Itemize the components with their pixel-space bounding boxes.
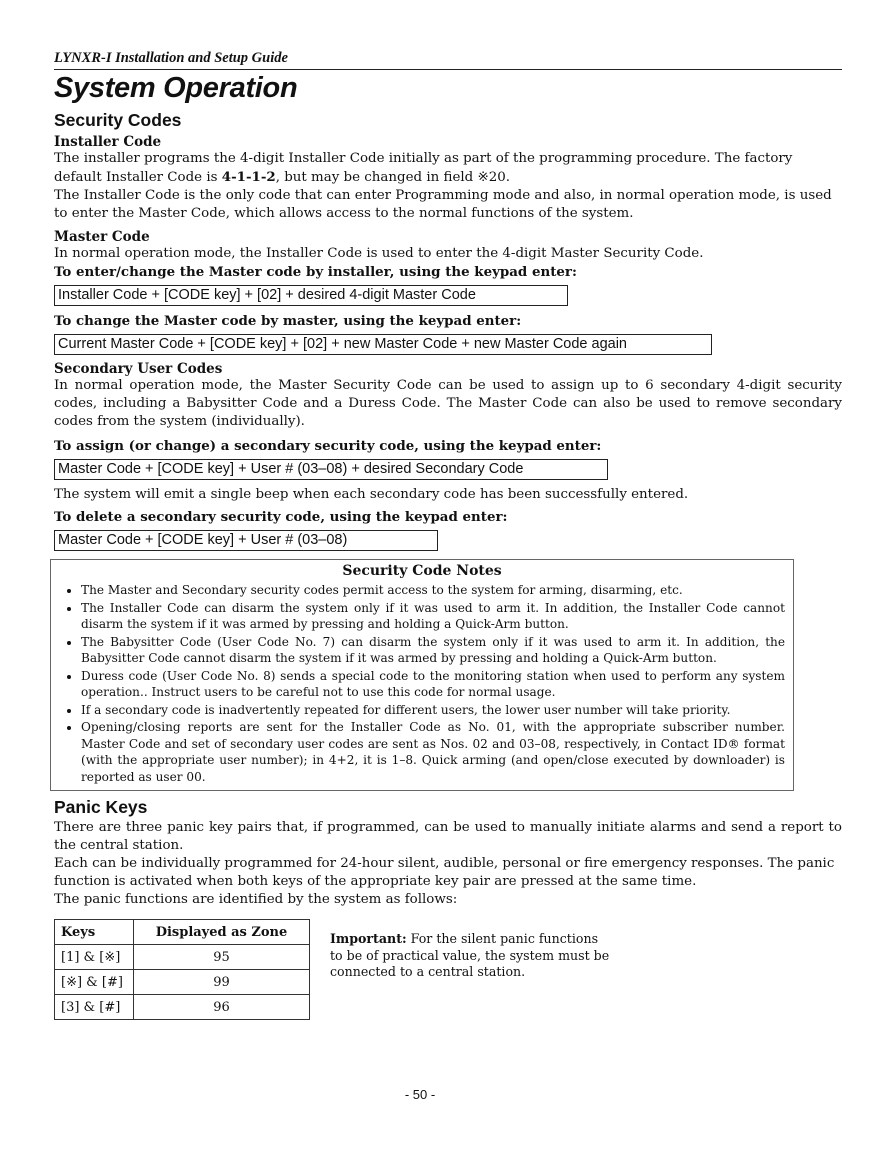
panic-paragraph-1: There are three panic key pairs that, if programmed, can be used to manually initiate alarms and send a report to the central station. xyxy=(54,820,842,853)
master-master-sequence-box: Current Master Code + [CODE key] + [02] + new Master Code + new Master Code again xyxy=(54,334,712,355)
default-installer-code: 4-1-1-2 xyxy=(221,169,276,185)
assign-secondary-instruction: To assign (or change) a secondary security code, using the keypad enter: xyxy=(54,438,602,454)
important-note xyxy=(330,931,610,981)
secondary-codes-paragraph: In normal operation mode, the Master Security Code can be used to assign up to 6 secondary 4-digit security codes, including a Babysitter Code and a Duress Code. The Master Code can also be used to remove secondary codes from the system (individually). xyxy=(54,378,842,429)
security-codes-heading: Security Codes xyxy=(54,110,182,130)
table-row xyxy=(55,970,310,995)
list-item: • The Master and Secondary security codes permit access to the system for arming, disarming, etc. xyxy=(81,582,785,599)
table-cell-keys: [1] & [※] xyxy=(55,945,134,970)
table-cell-zone: 95 xyxy=(134,945,310,970)
table-cell-keys: [※] & [#] xyxy=(55,970,134,995)
notes-list xyxy=(59,582,785,785)
document-page xyxy=(54,50,842,1020)
panic-keys-heading: Panic Keys xyxy=(54,797,148,817)
list-item: • If a secondary code is inadvertently repeated for different users, the lower user number will take priority. xyxy=(81,702,785,719)
page-title: System Operation xyxy=(54,72,298,104)
secondary-beep-paragraph: The system will emit a single beep when each secondary code has been successfully entered. xyxy=(54,487,689,502)
table-cell-zone: 96 xyxy=(134,995,310,1020)
list-item: • The Babysitter Code (User Code No. 7) can disarm the system only if it was used to arm it. In addition, the Babysitter Code cannot disarm the system if it was armed by pressing and holding a Quick-Arm button. xyxy=(81,634,785,667)
delete-secondary-instruction: To delete a secondary security code, using the keypad enter: xyxy=(54,509,508,525)
panic-table-row xyxy=(54,919,842,1020)
panic-zones-table xyxy=(54,919,310,1020)
important-text: For the silent panic functions to be of practical value, the system must be connected to a central station. xyxy=(330,931,610,979)
table-header-keys: Keys xyxy=(55,920,134,945)
assign-secondary-sequence-box: Master Code + [CODE key] + User # (03–08) + desired Secondary Code xyxy=(54,459,608,480)
table-header-zone: Displayed as Zone xyxy=(134,920,310,945)
secondary-codes-heading: Secondary User Codes xyxy=(54,361,223,377)
delete-secondary-sequence-box: Master Code + [CODE key] + User # (03–08) xyxy=(54,530,438,551)
master-code-heading: Master Code xyxy=(54,229,150,245)
list-item: • Duress code (User Code No. 8) sends a special code to the monitoring station when used to perform any system operation.. Instruct users to be careful not to use this code for normal usage. xyxy=(81,668,785,701)
list-item: • The Installer Code can disarm the system only if it was used to arm it. In addition, the Installer Code cannot disarm the system if it was armed by pressing and holding a Quick-Arm button. xyxy=(81,600,785,633)
table-cell-zone: 99 xyxy=(134,970,310,995)
table-cell-keys: [3] & [#] xyxy=(55,995,134,1020)
important-label: Important: xyxy=(330,931,407,946)
master-master-instruction: To change the Master code by master, using the keypad enter: xyxy=(54,313,522,329)
installer-code-paragraph-1: The installer programs the 4-digit Installer Code initially as part of the programming procedure. The factory default Installer Code is 4-1-1-2, but may be changed in field ※20. xyxy=(54,151,793,185)
security-code-notes-box xyxy=(50,559,794,791)
list-item: • Opening/closing reports are sent for the Installer Code as No. 01, with the appropriate subscriber number. Master Code and set of secondary user codes are sent as Nos. 02 and 03–08, respectively, in Contact ID® format (with the appropriate user number); in 4+2, it is 1–8. Quick arming (and open/close executed by downloader) is reported as user 00. xyxy=(81,719,785,785)
panic-paragraph-3: The panic functions are identified by the system as follows: xyxy=(54,892,458,907)
table-row xyxy=(55,995,310,1020)
master-code-paragraph: In normal operation mode, the Installer Code is used to enter the 4-digit Master Security Code. xyxy=(54,246,704,261)
running-header: LYNXR-I Installation and Setup Guide xyxy=(54,50,842,70)
installer-code-heading: Installer Code xyxy=(54,134,162,150)
master-installer-sequence-box: Installer Code + [CODE key] + [02] + desired 4-digit Master Code xyxy=(54,285,568,306)
master-installer-instruction: To enter/change the Master code by installer, using the keypad enter: xyxy=(54,264,577,280)
installer-code-paragraph-2: The Installer Code is the only code that can enter Programming mode and also, in normal operation mode, is used to enter the Master Code, which allows access to the normal functions of the system. xyxy=(54,188,832,221)
notes-title: Security Code Notes xyxy=(342,563,502,579)
page-number: - 50 - xyxy=(404,1087,436,1102)
table-row xyxy=(55,945,310,970)
panic-paragraph-2: Each can be individually programmed for 24-hour silent, audible, personal or fire emergency responses. The panic function is activated when both keys of the appropriate key pair are pressed at the same time. xyxy=(54,856,835,889)
table-header-row xyxy=(55,920,310,945)
